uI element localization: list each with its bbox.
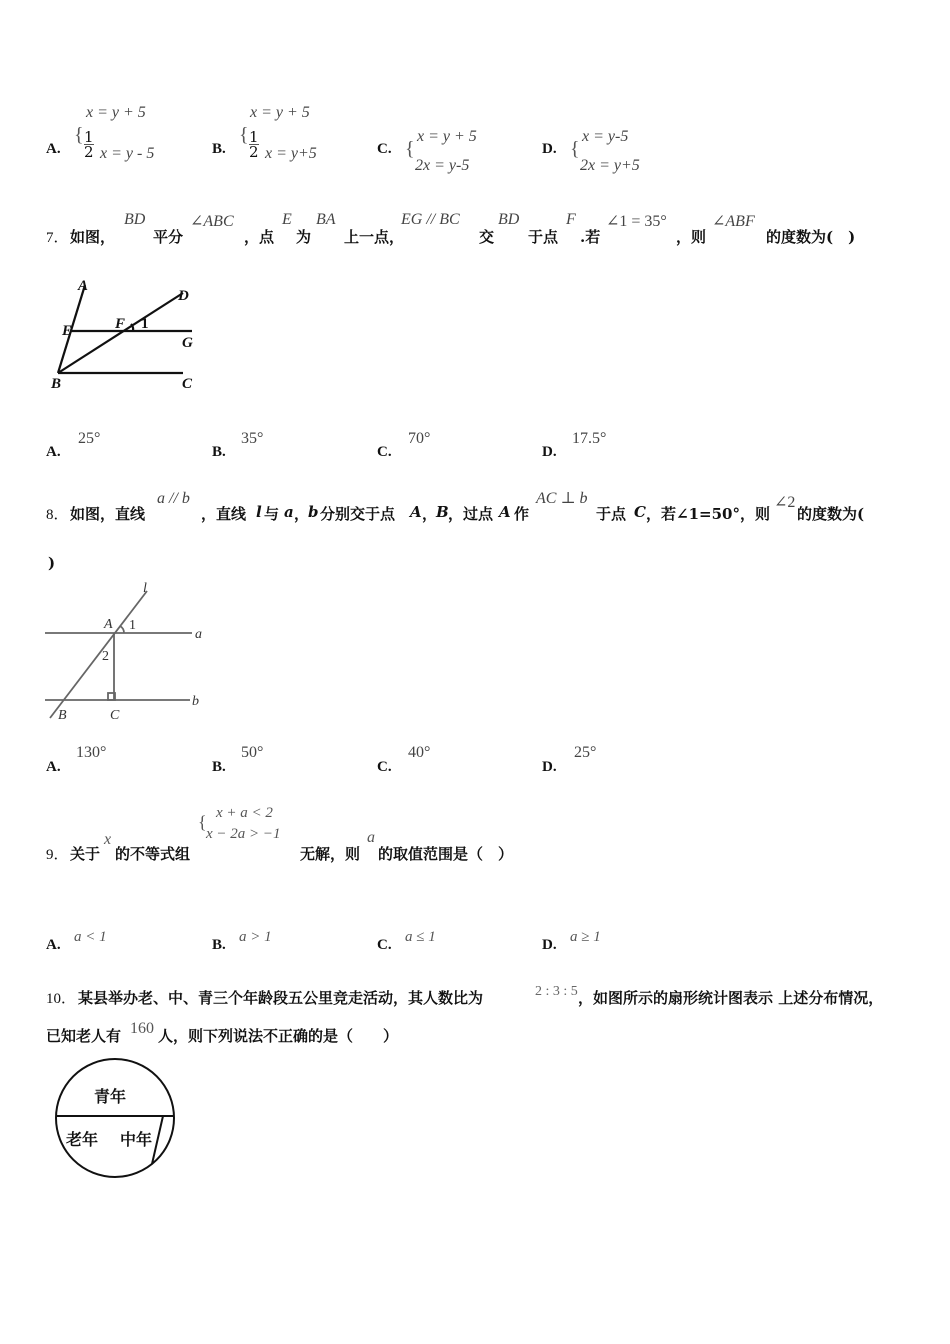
q7-math-abf: ∠ABF: [712, 213, 755, 230]
q7-math-f: F: [566, 211, 576, 228]
q8-text-4: ，: [294, 505, 310, 523]
q6-option-a-brace: {: [74, 124, 84, 146]
q9-option-a-value: a < 1: [74, 929, 107, 945]
q8-option-a-value: 130°: [76, 744, 107, 761]
q10-line2-a: 已知老人有: [46, 1027, 122, 1045]
q6-option-c-label: C.: [377, 141, 392, 157]
q8-math-ac-perp-b: AC ⊥ b: [536, 490, 588, 507]
q8-text-close-paren: ): [48, 554, 56, 572]
q9-ineq-1: x + a < 2: [216, 805, 273, 821]
q9-ineq-2: x − 2a > −1: [206, 826, 281, 842]
q10-pie-chart: [50, 1055, 182, 1183]
q7-figure: [45, 275, 210, 395]
q6-option-c-brace: {: [405, 138, 415, 160]
q9-option-d-value: a ≥ 1: [570, 929, 601, 945]
q9-option-c-value: a ≤ 1: [405, 929, 436, 945]
q7-label-f: F: [115, 316, 126, 332]
q7-label-b: B: [51, 376, 62, 392]
q8-text-2: ，直线: [201, 505, 247, 523]
q6-option-c-eq2: 2x = y-5: [415, 157, 470, 174]
q8-label-line-b: b: [192, 694, 199, 709]
q8-label-a-point: A: [104, 617, 113, 632]
q8-text-5: 分别交于点: [320, 505, 396, 523]
q7-label-angle1: 1: [141, 316, 149, 332]
q7-text-2: 平分: [153, 228, 184, 246]
q8-text-b: b: [308, 503, 319, 521]
q6-option-a-eq2: x = y - 5: [100, 145, 155, 162]
q9-number: 9．: [46, 847, 69, 863]
q7-math-ba: BA: [316, 211, 336, 228]
q8-label-angle2: 2: [102, 649, 109, 664]
q7-label-a: A: [78, 278, 89, 294]
q7-option-d-value: 17.5°: [572, 430, 607, 447]
q8-text-8: 作: [514, 505, 530, 523]
q10-line1-b: ，如图所示的扇形统计图表示 上述分布情况，: [578, 989, 884, 1007]
q7-line-bd: [58, 293, 183, 373]
q9-brace: {: [198, 812, 207, 832]
q9-option-a-label: A.: [46, 937, 61, 953]
q7-text-3: ，点: [244, 228, 275, 246]
q6-option-a-frac-num: 1: [84, 128, 94, 146]
q8-option-b-label: B.: [212, 759, 226, 775]
q9-text-4: 的取值范围是（ ）: [378, 845, 514, 863]
q8-option-d-label: D.: [542, 759, 557, 775]
q6-option-b-frac-num: 1: [249, 128, 259, 146]
q7-text-8: .若: [580, 228, 601, 246]
q10-pie-outline: [56, 1059, 174, 1177]
q8-option-a-label: A.: [46, 759, 61, 775]
q8-option-d-value: 25°: [574, 744, 597, 761]
q6-option-d-eq1: x = y-5: [582, 128, 629, 145]
q8-label-b-point: B: [58, 708, 67, 723]
q7-option-a-value: 25°: [78, 430, 101, 447]
q8-text-point-a: A: [410, 503, 422, 521]
q7-text-9: ，则: [676, 228, 707, 246]
q7-number: 7．: [46, 230, 69, 246]
q10-pie-label-youth: 青年: [94, 1089, 127, 1106]
q6-option-b-brace: {: [239, 124, 249, 146]
q7-option-d-label: D.: [542, 444, 557, 460]
q7-text-7: 于点: [528, 228, 559, 246]
q8-text-point-a-2: A: [499, 503, 511, 521]
q10-pie-divider-slant: [152, 1116, 163, 1164]
q6-option-d-eq2: 2x = y+5: [580, 157, 640, 174]
q7-option-b-value: 35°: [241, 430, 264, 447]
q7-text-5: 上一点，: [344, 228, 405, 246]
q10-number: 10．: [46, 991, 77, 1007]
q8-math-a-parallel-b: a // b: [157, 490, 190, 507]
q8-line-l: [50, 591, 147, 718]
q6-option-b-eq1: x = y + 5: [250, 104, 310, 121]
q7-text-1: 如图，: [70, 228, 116, 246]
q8-text-6: ，: [422, 505, 438, 523]
q7-text-4: 为: [296, 228, 312, 246]
q6-option-d-brace: {: [570, 138, 580, 160]
q7-text-10: 的度数为( ): [766, 228, 856, 246]
q9-text-1: 关于: [70, 845, 101, 863]
q9-text-3: 无解，则: [300, 845, 361, 863]
q7-option-c-label: C.: [377, 444, 392, 460]
q6-option-c-eq1: x = y + 5: [417, 128, 477, 145]
q9-option-b-label: B.: [212, 937, 226, 953]
q10-ratio: 2 : 3 : 5: [535, 984, 578, 999]
q6-option-b-eq2: x = y+5: [265, 145, 317, 162]
q7-option-c-value: 70°: [408, 430, 431, 447]
q8-text-1: 如图，直线: [70, 505, 146, 523]
q7-label-c: C: [182, 376, 193, 392]
q9-option-b-value: a > 1: [239, 929, 272, 945]
q8-label-angle1: 1: [129, 618, 136, 633]
q6-option-a-eq1: x = y + 5: [86, 104, 146, 121]
q8-option-c-label: C.: [377, 759, 392, 775]
q10-pie-label-old: 老年: [66, 1132, 99, 1149]
q10-count: 160: [130, 1020, 154, 1037]
q8-text-10: ，若∠1=50°，则: [646, 505, 770, 523]
q8-option-c-value: 40°: [408, 744, 431, 761]
q10-pie-label-middle: 中年: [120, 1132, 153, 1149]
q8-text-3: 与: [264, 505, 280, 523]
q8-number: 8．: [46, 507, 69, 523]
q9-option-d-label: D.: [542, 937, 557, 953]
q8-text-point-c: C: [634, 503, 646, 521]
q7-option-a-label: A.: [46, 444, 61, 460]
q7-math-e: E: [282, 211, 292, 228]
q7-label-g: G: [182, 335, 193, 351]
q7-math-eg-bc: EG // BC: [401, 211, 460, 228]
q6-option-a-label: A.: [46, 141, 61, 157]
q6-option-b-label: B.: [212, 141, 226, 157]
q7-math-abc: ∠ABC: [190, 213, 234, 230]
q8-figure: [40, 578, 215, 726]
q8-label-c-point: C: [110, 708, 120, 723]
q7-label-d: D: [178, 288, 189, 304]
q8-angle1-mark: [120, 626, 124, 633]
q8-text-9: 于点: [596, 505, 627, 523]
q9-math-a: a: [367, 829, 375, 846]
q9-math-x: x: [104, 831, 112, 848]
q9-text-2: 的不等式组: [115, 845, 191, 863]
q6-option-b-fraction: [249, 130, 259, 159]
q8-text-11: 的度数为(: [797, 505, 865, 523]
q7-math-angle1: ∠1 = 35°: [606, 213, 667, 230]
q8-text-7: ，过点: [448, 505, 494, 523]
q6-option-b-frac-den: 2: [249, 143, 259, 161]
q8-option-b-value: 50°: [241, 744, 264, 761]
q10-line2-b: 人，则下列说法不正确的是（ ）: [158, 1027, 399, 1045]
q8-label-l: l: [143, 581, 147, 596]
q8-label-line-a: a: [195, 627, 202, 642]
q7-math-bd: BD: [124, 211, 146, 228]
q9-option-c-label: C.: [377, 937, 392, 953]
q6-option-a-fraction: [84, 130, 94, 159]
q8-text-point-b: B: [436, 503, 449, 521]
q7-text-6: 交: [479, 228, 495, 246]
q8-math-angle2: ∠2: [774, 494, 796, 511]
q6-option-d-label: D.: [542, 141, 557, 157]
q8-text-a: a: [284, 503, 294, 521]
q7-label-e: E: [62, 323, 73, 339]
q10-line1-a: 某县举办老、中、青三个年龄段五公里竞走活动，其人数比为: [78, 989, 484, 1007]
q6-option-a-frac-den: 2: [84, 143, 94, 161]
q7-option-b-label: B.: [212, 444, 226, 460]
q8-text-l: l: [256, 503, 262, 521]
q7-math-bd-2: BD: [498, 211, 520, 228]
